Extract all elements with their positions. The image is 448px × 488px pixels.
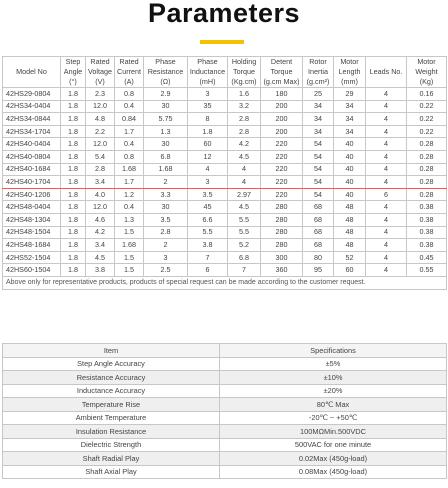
table-cell: 0.55: [407, 264, 447, 277]
table-cell: 6.8: [228, 251, 261, 264]
table-cell: 1.8: [61, 163, 86, 176]
table-cell: 45: [188, 201, 228, 214]
title-underline: [200, 40, 244, 44]
table-cell: 3.4: [86, 176, 115, 189]
spec-row: [3, 357, 447, 371]
table-cell: 300: [261, 251, 303, 264]
table-row: [3, 226, 447, 239]
header-line: Voltage: [88, 67, 112, 76]
table-cell: 34: [303, 113, 334, 126]
table-cell: 25: [303, 88, 334, 101]
table-cell: 40: [334, 138, 366, 151]
model-cell: 42HS34-1704: [3, 125, 61, 138]
table-cell: 4: [366, 100, 407, 113]
table-cell: 280: [261, 226, 303, 239]
spec-value: ±20%: [220, 384, 447, 398]
table-cell: 3: [188, 176, 228, 189]
table-cell: 4.5: [86, 251, 115, 264]
table-cell: 1.8: [61, 239, 86, 252]
model-cell: 42HS48-1684: [3, 239, 61, 252]
header-line: Phase: [155, 57, 176, 66]
header-line: (Kg): [419, 77, 434, 86]
parameters-header-cell: [188, 57, 228, 88]
table-cell: 4.5: [228, 201, 261, 214]
table-cell: 4.6: [86, 213, 115, 226]
table-cell: 30: [144, 100, 188, 113]
table-cell: 4: [366, 201, 407, 214]
table-cell: 68: [303, 239, 334, 252]
header-line: (°): [69, 77, 77, 86]
table-row: [3, 176, 447, 189]
header-line: Holding: [231, 57, 257, 66]
table-cell: 220: [261, 163, 303, 176]
table-cell: 4: [366, 239, 407, 252]
table-cell: 5.5: [228, 226, 261, 239]
table-row: [3, 138, 447, 151]
table-row: [3, 201, 447, 214]
table-cell: 40: [334, 188, 366, 201]
table-cell: 4.0: [86, 188, 115, 201]
table-cell: 200: [261, 125, 303, 138]
table-cell: 29: [334, 88, 366, 101]
spec-item: Temperature Rise: [3, 398, 220, 412]
table-cell: 0.28: [407, 150, 447, 163]
specifications-header-row: [3, 344, 447, 358]
table-cell: 2: [144, 176, 188, 189]
table-cell: 1.5: [115, 251, 144, 264]
model-cell: 42HS48-1304: [3, 213, 61, 226]
table-cell: 4: [366, 264, 407, 277]
table-cell: 2.8: [228, 125, 261, 138]
parameters-header-cell: [366, 57, 407, 88]
table-cell: 4: [366, 113, 407, 126]
table-cell: 3.5: [188, 188, 228, 201]
spec-item: Dielectric Strength: [3, 438, 220, 452]
spec-item: Shaft Axial Play: [3, 465, 220, 479]
table-cell: 2.9: [144, 88, 188, 101]
table-cell: 35: [188, 100, 228, 113]
table-cell: 68: [303, 226, 334, 239]
header-line: Rotor: [309, 57, 327, 66]
table-cell: 1.8: [61, 251, 86, 264]
table-cell: 2.3: [86, 88, 115, 101]
parameters-table: [2, 56, 447, 290]
table-cell: 220: [261, 188, 303, 201]
table-cell: 2.8: [144, 226, 188, 239]
header-line: (V): [95, 77, 105, 86]
table-cell: 1.8: [61, 88, 86, 101]
parameters-header-cell: [86, 57, 115, 88]
table-cell: 12.0: [86, 201, 115, 214]
table-cell: 48: [334, 239, 366, 252]
table-cell: 48: [334, 201, 366, 214]
spec-row: [3, 411, 447, 425]
table-row: [3, 163, 447, 176]
table-cell: 34: [303, 125, 334, 138]
table-cell: 4: [228, 176, 261, 189]
table-cell: 4: [366, 138, 407, 151]
spec-row: [3, 384, 447, 398]
table-cell: 3.2: [228, 100, 261, 113]
table-cell: 52: [334, 251, 366, 264]
table-cell: 0.28: [407, 176, 447, 189]
table-cell: 4.5: [228, 150, 261, 163]
table-cell: 0.22: [407, 125, 447, 138]
table-cell: 1.8: [61, 125, 86, 138]
table-row: [3, 213, 447, 226]
table-cell: 3.8: [188, 239, 228, 252]
header-line: Torque: [233, 67, 255, 76]
table-cell: 40: [334, 176, 366, 189]
spec-row: [3, 425, 447, 439]
table-cell: 200: [261, 100, 303, 113]
table-row: [3, 150, 447, 163]
spec-row: [3, 465, 447, 479]
table-cell: 1.8: [61, 213, 86, 226]
table-cell: 6.6: [188, 213, 228, 226]
table-cell: 4: [366, 163, 407, 176]
table-cell: 220: [261, 176, 303, 189]
table-cell: 4: [366, 226, 407, 239]
parameters-header-cell: [3, 57, 61, 88]
spec-item: Ambient Temperature: [3, 411, 220, 425]
table-cell: 3: [188, 88, 228, 101]
table-cell: 1.68: [115, 239, 144, 252]
parameters-header-cell: [228, 57, 261, 88]
table-cell: 0.45: [407, 251, 447, 264]
header-line: Current: [117, 67, 141, 76]
table-cell: 68: [303, 213, 334, 226]
model-cell: 42HS40-1704: [3, 176, 61, 189]
table-row: [3, 251, 447, 264]
table-cell: 1.6: [228, 88, 261, 101]
spec-item: Shaft Radial Play: [3, 452, 220, 466]
header-line: Length: [338, 67, 361, 76]
header-line: Rated: [90, 57, 110, 66]
table-cell: 0.28: [407, 163, 447, 176]
table-cell: 48: [334, 226, 366, 239]
table-cell: 0.22: [407, 113, 447, 126]
header-line: (g.cm²): [306, 77, 330, 86]
parameters-header-cell: [334, 57, 366, 88]
table-cell: 5.5: [228, 213, 261, 226]
parameters-note-row: [3, 276, 447, 289]
spec-value: 80℃ Max: [220, 398, 447, 412]
table-cell: 220: [261, 138, 303, 151]
table-cell: 0.28: [407, 138, 447, 151]
table-cell: 12: [188, 150, 228, 163]
header-line: Model No: [16, 67, 47, 76]
spec-value: ±5%: [220, 357, 447, 371]
table-cell: 7: [228, 264, 261, 277]
header-line: (Ω): [160, 77, 171, 86]
table-cell: 54: [303, 188, 334, 201]
table-cell: 54: [303, 163, 334, 176]
parameters-header-row: [3, 57, 447, 88]
table-cell: 1.8: [61, 226, 86, 239]
table-cell: 280: [261, 239, 303, 252]
table-cell: 0.22: [407, 100, 447, 113]
parameters-header-cell: [61, 57, 86, 88]
model-cell: 42HS40-0404: [3, 138, 61, 151]
parameters-header-cell: [144, 57, 188, 88]
table-cell: 1.7: [115, 125, 144, 138]
spec-value: 0.02Max (450g-load): [220, 452, 447, 466]
table-cell: 34: [334, 125, 366, 138]
header-line: (mH): [199, 77, 216, 86]
spec-row: [3, 438, 447, 452]
table-cell: 1.8: [61, 138, 86, 151]
table-cell: 4.2: [228, 138, 261, 151]
table-cell: 6: [366, 188, 407, 201]
header-line: Motor: [340, 57, 359, 66]
table-row: [3, 113, 447, 126]
spec-value: 500VAC for one minute: [220, 438, 447, 452]
table-cell: 2.2: [86, 125, 115, 138]
table-cell: 4: [366, 176, 407, 189]
table-cell: 5.2: [228, 239, 261, 252]
specifications-table: [2, 343, 447, 479]
page-title: Parameters: [147, 0, 301, 28]
table-row: [3, 239, 447, 252]
table-row: [3, 100, 447, 113]
table-cell: 0.38: [407, 213, 447, 226]
table-cell: 34: [303, 100, 334, 113]
model-cell: 42HS60-1504: [3, 264, 61, 277]
header-line: Inductance: [189, 67, 226, 76]
table-cell: 12.0: [86, 100, 115, 113]
table-cell: 1.5: [115, 264, 144, 277]
table-cell: 95: [303, 264, 334, 277]
parameters-header-cell: [261, 57, 303, 88]
table-cell: 1.8: [61, 100, 86, 113]
table-cell: 0.16: [407, 88, 447, 101]
table-cell: 1.3: [115, 213, 144, 226]
table-cell: 7: [188, 251, 228, 264]
table-cell: 2: [144, 239, 188, 252]
table-cell: 0.8: [115, 88, 144, 101]
table-cell: 0.28: [407, 188, 447, 201]
table-cell: 3: [144, 251, 188, 264]
model-cell: 42HS40-0804: [3, 150, 61, 163]
table-cell: 54: [303, 150, 334, 163]
model-cell: 42HS34-0404: [3, 100, 61, 113]
spec-row: [3, 452, 447, 466]
table-cell: 68: [303, 201, 334, 214]
table-cell: 2.8: [228, 113, 261, 126]
table-cell: 4: [366, 125, 407, 138]
header-line: Detent: [270, 57, 293, 66]
table-cell: 280: [261, 213, 303, 226]
table-cell: 280: [261, 201, 303, 214]
table-cell: 1.5: [115, 226, 144, 239]
table-cell: 34: [334, 113, 366, 126]
table-cell: 2.5: [144, 264, 188, 277]
table-cell: 4: [366, 251, 407, 264]
table-cell: 1.3: [144, 125, 188, 138]
spec-value: ±10%: [220, 371, 447, 385]
table-cell: 48: [334, 213, 366, 226]
table-cell: 8: [188, 113, 228, 126]
header-line: Leads No.: [369, 67, 403, 76]
header-line: (Kg.cm): [231, 77, 257, 86]
table-cell: 1.68: [144, 163, 188, 176]
model-cell: 42HS40-1206: [3, 188, 61, 201]
spec-item: Resistance Accuracy: [3, 371, 220, 385]
header-line: (mm): [341, 77, 358, 86]
table-cell: 0.38: [407, 226, 447, 239]
header-line: Motor: [417, 57, 436, 66]
table-cell: 5.4: [86, 150, 115, 163]
table-cell: 12.0: [86, 138, 115, 151]
model-cell: 42HS48-0404: [3, 201, 61, 214]
table-cell: 3.4: [86, 239, 115, 252]
table-cell: 5.75: [144, 113, 188, 126]
table-cell: 40: [334, 150, 366, 163]
table-row: [3, 88, 447, 101]
parameters-header-cell: [407, 57, 447, 88]
table-cell: 60: [188, 138, 228, 151]
table-cell: 80: [303, 251, 334, 264]
table-cell: 1.2: [115, 188, 144, 201]
table-cell: 0.4: [115, 138, 144, 151]
model-cell: 42HS40-1684: [3, 163, 61, 176]
header-line: Torque: [270, 67, 293, 76]
table-row: [3, 264, 447, 277]
model-cell: 42HS48-1504: [3, 226, 61, 239]
table-cell: 1.7: [115, 176, 144, 189]
model-cell: 42HS52-1504: [3, 251, 61, 264]
header-line: Rated: [119, 57, 139, 66]
spec-item: Insulation Resistance: [3, 425, 220, 439]
header-line: Resistance: [147, 67, 184, 76]
table-cell: 4: [366, 150, 407, 163]
table-cell: 30: [144, 138, 188, 151]
specifications-header-spec: Specifications: [220, 344, 447, 358]
table-cell: 0.4: [115, 100, 144, 113]
header-line: Step: [65, 57, 81, 66]
table-cell: 5.5: [188, 226, 228, 239]
table-cell: 60: [334, 264, 366, 277]
table-cell: 30: [144, 201, 188, 214]
table-cell: 2.8: [86, 163, 115, 176]
table-cell: 4: [188, 163, 228, 176]
header-line: Phase: [197, 57, 218, 66]
table-cell: 3.5: [144, 213, 188, 226]
table-cell: 1.8: [61, 264, 86, 277]
table-cell: 1.8: [61, 201, 86, 214]
table-cell: 0.84: [115, 113, 144, 126]
table-cell: 3.3: [144, 188, 188, 201]
parameters-header-cell: [115, 57, 144, 88]
table-cell: 1.8: [61, 176, 86, 189]
table-cell: 0.38: [407, 201, 447, 214]
table-cell: 4: [366, 213, 407, 226]
table-cell: 40: [334, 163, 366, 176]
table-cell: 0.38: [407, 239, 447, 252]
parameters-header-cell: [303, 57, 334, 88]
model-cell: 42HS34-0844: [3, 113, 61, 126]
table-cell: 1.8: [61, 150, 86, 163]
table-cell: 4: [366, 88, 407, 101]
table-cell: 200: [261, 113, 303, 126]
table-row: [3, 188, 447, 201]
table-cell: 1.68: [115, 163, 144, 176]
parameters-note: Above only for representative products, products of special request can be made according to the customer request.: [3, 276, 447, 289]
spec-row: [3, 371, 447, 385]
spec-row: [3, 398, 447, 412]
table-cell: 4.8: [86, 113, 115, 126]
spec-value: -20℃ ~ +50℃: [220, 411, 447, 425]
table-cell: 4.2: [86, 226, 115, 239]
table-cell: 34: [334, 100, 366, 113]
table-cell: 54: [303, 176, 334, 189]
table-cell: 1.8: [188, 125, 228, 138]
header-line: (g.cm Max): [263, 77, 300, 86]
table-cell: 220: [261, 150, 303, 163]
table-row: [3, 125, 447, 138]
table-cell: 1.8: [61, 188, 86, 201]
table-cell: 1.8: [61, 113, 86, 126]
table-cell: 4: [228, 163, 261, 176]
table-cell: 0.8: [115, 150, 144, 163]
spec-item: Step Angle Accuracy: [3, 357, 220, 371]
header-line: (A): [124, 77, 134, 86]
table-cell: 0.4: [115, 201, 144, 214]
table-cell: 360: [261, 264, 303, 277]
spec-item: Inductance Accuracy: [3, 384, 220, 398]
model-cell: 42HS29-0804: [3, 88, 61, 101]
table-cell: 6.8: [144, 150, 188, 163]
table-cell: 2.97: [228, 188, 261, 201]
header-line: Angle: [63, 67, 83, 76]
spec-value: 0.08Max (450g-load): [220, 465, 447, 479]
table-cell: 3.8: [86, 264, 115, 277]
spec-value: 100MΩMin.500VDC: [220, 425, 447, 439]
table-cell: 6: [188, 264, 228, 277]
header-line: Weight: [415, 67, 438, 76]
table-cell: 54: [303, 138, 334, 151]
table-cell: 180: [261, 88, 303, 101]
header-line: Inertia: [308, 67, 328, 76]
specifications-header-item: Item: [3, 344, 220, 358]
